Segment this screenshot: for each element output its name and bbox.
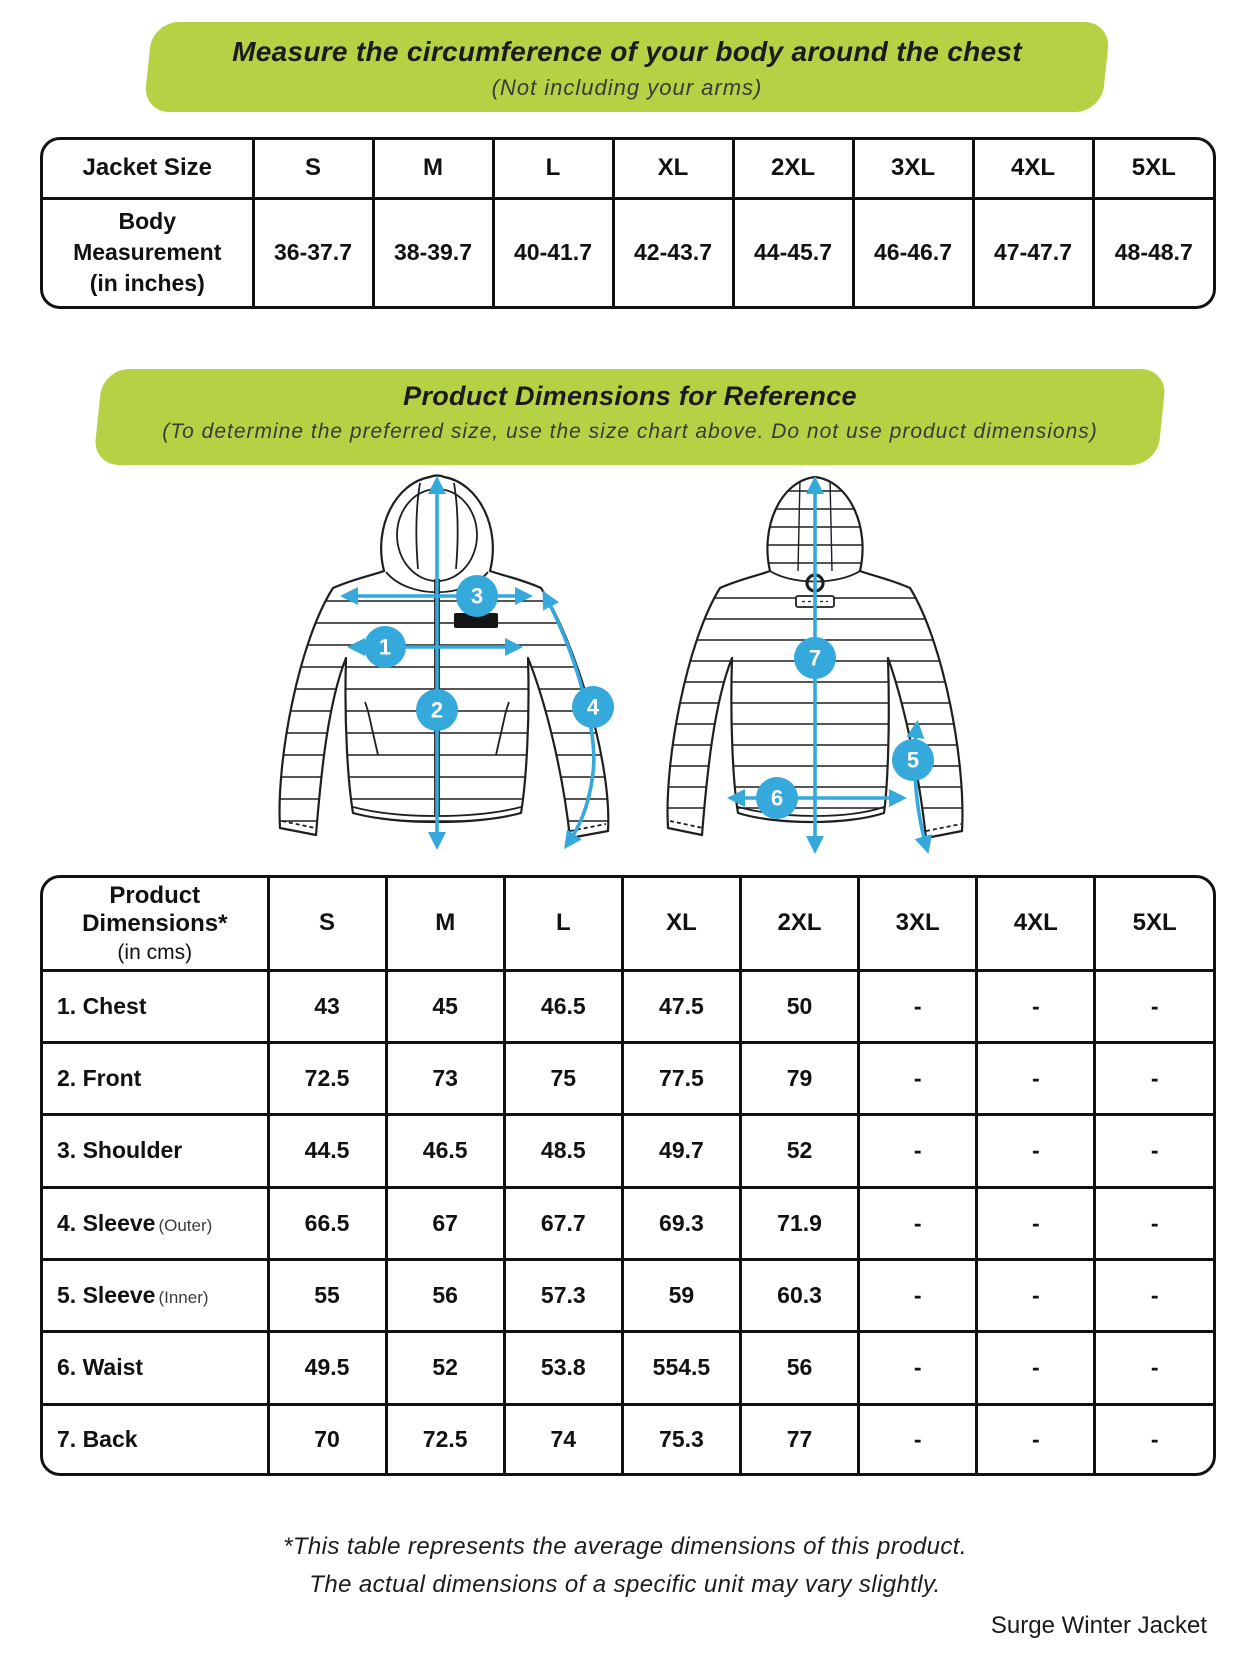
dims-value: - xyxy=(1095,1404,1213,1473)
dims-row-front xyxy=(43,1042,1213,1114)
jacket-size-table xyxy=(40,137,1216,309)
dims-value: 73 xyxy=(386,1042,504,1114)
dims-row-chest xyxy=(43,970,1213,1042)
dims-col-header-5xl: 5XL xyxy=(1095,878,1213,970)
dims-value: - xyxy=(977,1042,1095,1114)
dims-value: - xyxy=(859,1042,977,1114)
size-col-header-xl: XL xyxy=(613,140,733,198)
dims-value: 52 xyxy=(741,1115,859,1187)
measure-banner xyxy=(148,22,1106,112)
dims-value: 77.5 xyxy=(622,1042,740,1114)
measure-marker-3 xyxy=(456,575,498,617)
dims-row-sleeve-outer xyxy=(43,1187,1213,1259)
dims-value: 554.5 xyxy=(622,1332,740,1404)
jacket-front-diagram xyxy=(256,473,618,863)
dims-value: 69.3 xyxy=(622,1187,740,1259)
svg-text:1: 1 xyxy=(378,634,392,660)
dims-col-header-3xl: 3XL xyxy=(859,878,977,970)
dims-value: 49.7 xyxy=(622,1115,740,1187)
dims-value: - xyxy=(859,970,977,1042)
measure-banner-title: Measure the circumference of your body around the chest xyxy=(232,36,1022,67)
body-measurement-value: 38-39.7 xyxy=(373,198,493,306)
dims-value: 72.5 xyxy=(268,1042,386,1114)
dims-value: 46.5 xyxy=(504,970,622,1042)
dims-value: 43 xyxy=(268,970,386,1042)
svg-text:7: 7 xyxy=(808,645,822,671)
dims-row-label: 1. Chest xyxy=(43,970,268,1042)
dims-value: - xyxy=(1095,1115,1213,1187)
dims-table-header-row xyxy=(43,878,1213,970)
dims-row-label: 3. Shoulder xyxy=(43,1115,268,1187)
body-measurement-value: 46-46.7 xyxy=(853,198,973,306)
size-col-header-5xl: 5XL xyxy=(1093,140,1213,198)
product-dimensions-table xyxy=(40,875,1216,1476)
dims-value: - xyxy=(859,1115,977,1187)
measure-marker-7 xyxy=(794,637,836,679)
body-measurement-row-label xyxy=(43,198,253,306)
svg-text:5: 5 xyxy=(906,747,920,773)
body-measurement-value: 44-45.7 xyxy=(733,198,853,306)
dims-row-waist xyxy=(43,1332,1213,1404)
dims-value: - xyxy=(1095,1042,1213,1114)
dims-value: 77 xyxy=(741,1404,859,1473)
dims-table-corner-header xyxy=(43,878,268,970)
dims-value: - xyxy=(859,1259,977,1331)
dims-value: 56 xyxy=(386,1259,504,1331)
dims-value: - xyxy=(977,1115,1095,1187)
svg-text:4: 4 xyxy=(586,694,600,720)
dims-value: - xyxy=(977,1259,1095,1331)
row-label-line: (in inches) xyxy=(89,270,205,297)
dims-col-header-l: L xyxy=(504,878,622,970)
size-col-header-s: S xyxy=(253,140,373,198)
body-measurement-row xyxy=(43,198,1213,306)
dims-row-label: 4. Sleeve (Outer) xyxy=(43,1187,268,1259)
measure-marker-5 xyxy=(892,739,934,781)
dims-value: - xyxy=(977,1404,1095,1473)
svg-text:3: 3 xyxy=(470,583,484,609)
jacket-back-diagram xyxy=(646,473,988,863)
body-measurement-value: 47-47.7 xyxy=(973,198,1093,306)
front-jacket-outline xyxy=(280,476,609,839)
dims-value: 75.3 xyxy=(622,1404,740,1473)
dims-value: 49.5 xyxy=(268,1332,386,1404)
dims-value: - xyxy=(977,1187,1095,1259)
dims-value: 44.5 xyxy=(268,1115,386,1187)
dims-value: 57.3 xyxy=(504,1259,622,1331)
dims-value: 56 xyxy=(741,1332,859,1404)
dims-value: - xyxy=(977,1332,1095,1404)
dims-value: - xyxy=(1095,1332,1213,1404)
dims-value: 67.7 xyxy=(504,1187,622,1259)
size-table-corner-header: Jacket Size xyxy=(43,140,253,198)
dims-col-header-m: M xyxy=(386,878,504,970)
dims-value: - xyxy=(1095,1259,1213,1331)
dims-value: 59 xyxy=(622,1259,740,1331)
dims-col-header-s: S xyxy=(268,878,386,970)
body-measurement-value: 42-43.7 xyxy=(613,198,733,306)
product-dimensions-banner-subtitle: (To determine the preferred size, use the size chart above. Do not use product dimensions) xyxy=(162,420,1098,443)
dims-value: 72.5 xyxy=(386,1404,504,1473)
measure-marker-4 xyxy=(572,686,614,728)
dims-value: - xyxy=(859,1332,977,1404)
dims-value: 75 xyxy=(504,1042,622,1114)
dims-value: 52 xyxy=(386,1332,504,1404)
product-dimensions-banner-title: Product Dimensions for Reference xyxy=(403,381,857,411)
dims-col-header-2xl: 2XL xyxy=(741,878,859,970)
product-name: Surge Winter Jacket xyxy=(990,1612,1207,1639)
dims-value: 71.9 xyxy=(741,1187,859,1259)
dims-corner-unit: (in cms) xyxy=(117,940,193,964)
size-col-header-2xl: 2XL xyxy=(733,140,853,198)
dims-row-label: 2. Front xyxy=(43,1042,268,1114)
footnote-line-2: The actual dimensions of a specific unit may vary slightly. xyxy=(309,1571,941,1599)
dims-value: 47.5 xyxy=(622,970,740,1042)
dims-value: 70 xyxy=(268,1404,386,1473)
size-col-header-m: M xyxy=(373,140,493,198)
dims-value: - xyxy=(859,1404,977,1473)
row-label-line: Body xyxy=(118,208,176,235)
dims-value: 45 xyxy=(386,970,504,1042)
dims-row-back xyxy=(43,1404,1213,1473)
dims-value: 48.5 xyxy=(504,1115,622,1187)
dims-corner-title: Product Dimensions* xyxy=(82,881,228,937)
product-dimensions-banner xyxy=(98,369,1162,465)
footnote xyxy=(40,1528,1210,1605)
size-col-header-4xl: 4XL xyxy=(973,140,1093,198)
measure-marker-1 xyxy=(364,626,406,668)
svg-text:6: 6 xyxy=(770,785,784,811)
measure-banner-subtitle: (Not including your arms) xyxy=(491,75,763,100)
dims-row-sleeve-inner xyxy=(43,1259,1213,1331)
dims-value: - xyxy=(1095,970,1213,1042)
measure-marker-6 xyxy=(756,777,798,819)
dims-col-header-4xl: 4XL xyxy=(977,878,1095,970)
dims-value: - xyxy=(859,1187,977,1259)
dims-value: 53.8 xyxy=(504,1332,622,1404)
dims-value: - xyxy=(977,970,1095,1042)
dims-value: 60.3 xyxy=(741,1259,859,1331)
measure-marker-2 xyxy=(416,689,458,731)
dims-row-label: 5. Sleeve (Inner) xyxy=(43,1259,268,1331)
body-measurement-value: 36-37.7 xyxy=(253,198,373,306)
dims-value: 55 xyxy=(268,1259,386,1331)
dims-col-header-xl: XL xyxy=(622,878,740,970)
dims-value: 66.5 xyxy=(268,1187,386,1259)
dims-row-label: 6. Waist xyxy=(43,1332,268,1404)
size-col-header-3xl: 3XL xyxy=(853,140,973,198)
size-col-header-l: L xyxy=(493,140,613,198)
dims-row-shoulder xyxy=(43,1115,1213,1187)
row-label-line: Measurement xyxy=(73,239,222,266)
dims-value: 79 xyxy=(741,1042,859,1114)
dims-value: 46.5 xyxy=(386,1115,504,1187)
footnote-line-1: *This table represents the average dimensions of this product. xyxy=(283,1533,967,1560)
dims-value: 67 xyxy=(386,1187,504,1259)
dims-row-label: 7. Back xyxy=(43,1404,268,1473)
body-measurement-value: 40-41.7 xyxy=(493,198,613,306)
dims-value: 74 xyxy=(504,1404,622,1473)
dims-value: - xyxy=(1095,1187,1213,1259)
size-table-header-row xyxy=(43,140,1213,198)
dims-value: 50 xyxy=(741,970,859,1042)
body-measurement-value: 48-48.7 xyxy=(1093,198,1213,306)
svg-text:2: 2 xyxy=(430,697,444,723)
